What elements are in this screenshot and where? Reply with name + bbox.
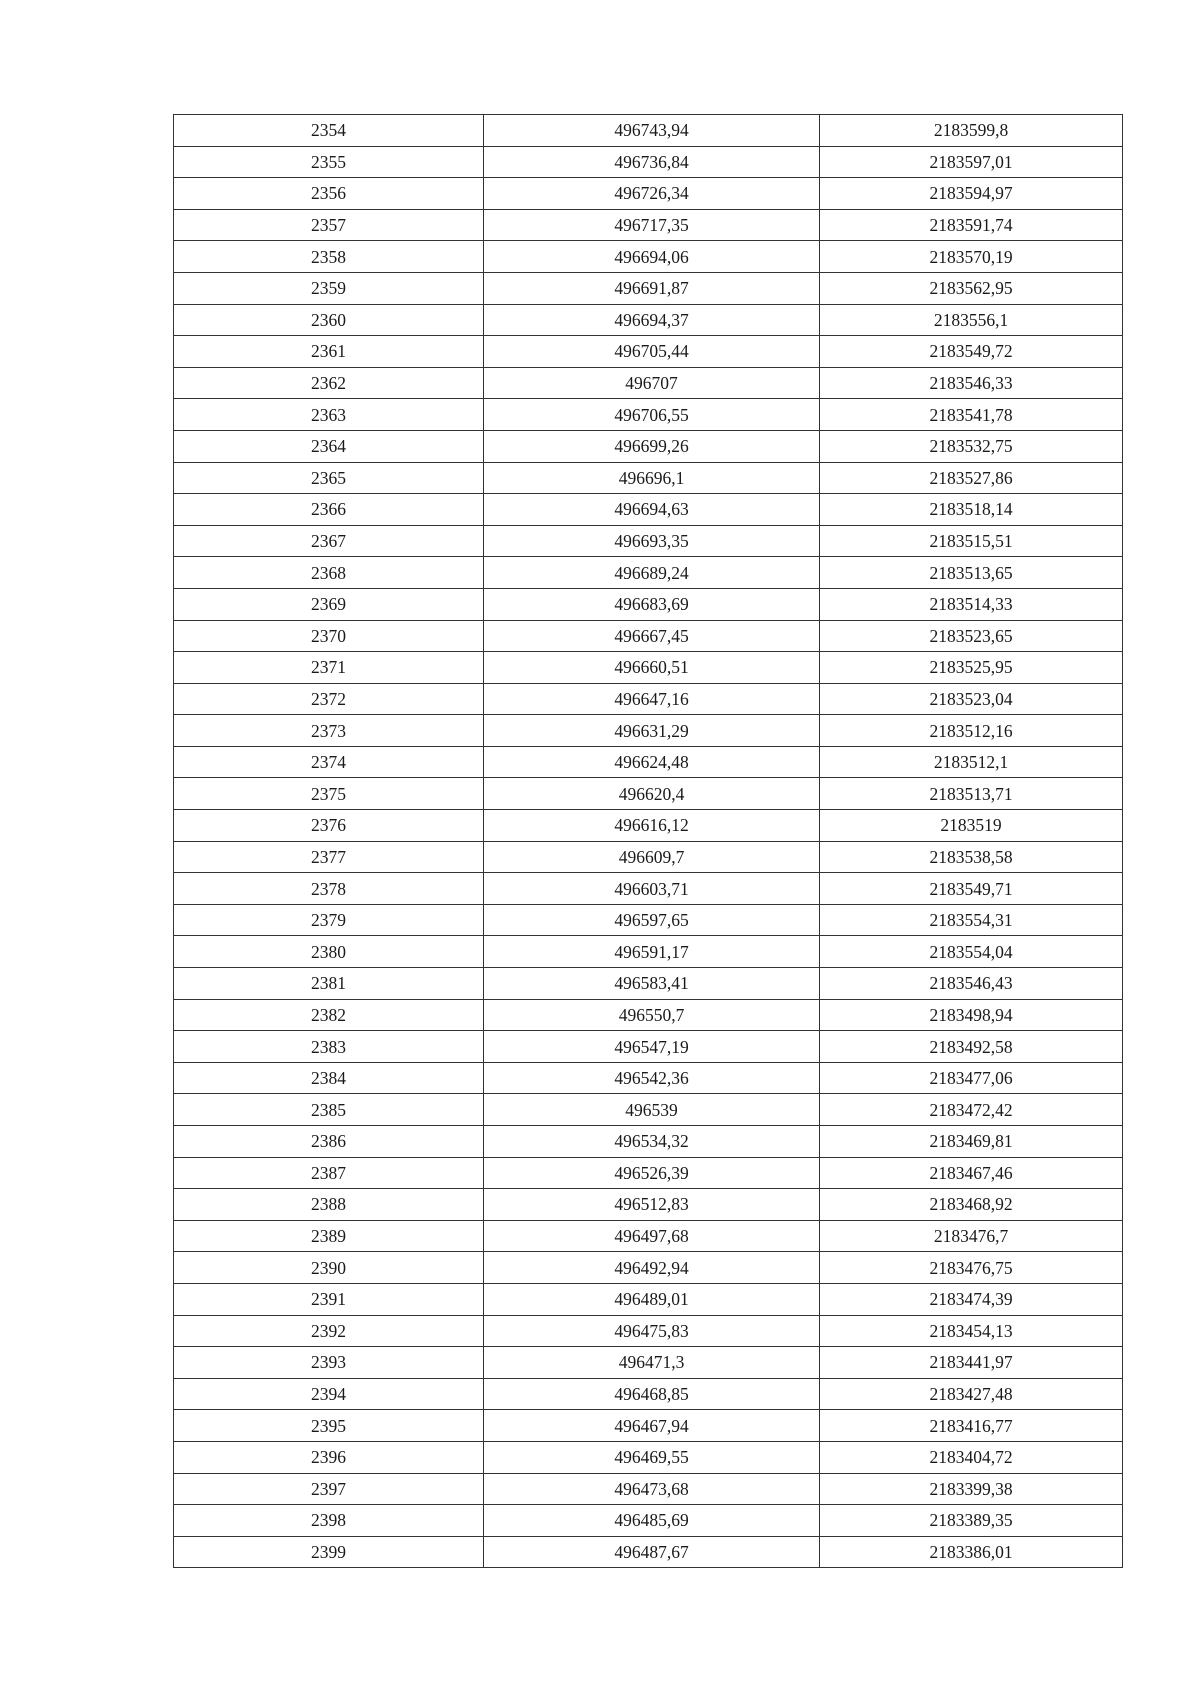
table-row xyxy=(174,1441,1123,1473)
point-number-cell: 2393 xyxy=(174,1347,484,1379)
table-row xyxy=(174,652,1123,684)
point-number-cell: 2397 xyxy=(174,1473,484,1505)
y-coordinate-cell: 2183441,97 xyxy=(820,1347,1123,1379)
table-row xyxy=(174,525,1123,557)
table-row xyxy=(174,272,1123,304)
table-row xyxy=(174,778,1123,810)
x-coordinate-cell: 496487,67 xyxy=(484,1536,820,1568)
point-number-cell: 2364 xyxy=(174,430,484,462)
y-coordinate-cell: 2183389,35 xyxy=(820,1505,1123,1537)
coordinates-table-body xyxy=(174,115,1123,1568)
x-coordinate-cell: 496485,69 xyxy=(484,1505,820,1537)
x-coordinate-cell: 496591,17 xyxy=(484,936,820,968)
y-coordinate-cell: 2183541,78 xyxy=(820,399,1123,431)
y-coordinate-cell: 2183513,71 xyxy=(820,778,1123,810)
table-row xyxy=(174,1220,1123,1252)
table-row xyxy=(174,1473,1123,1505)
table-row xyxy=(174,557,1123,589)
y-coordinate-cell: 2183599,8 xyxy=(820,115,1123,147)
point-number-cell: 2372 xyxy=(174,683,484,715)
x-coordinate-cell: 496469,55 xyxy=(484,1441,820,1473)
x-coordinate-cell: 496660,51 xyxy=(484,652,820,684)
y-coordinate-cell: 2183527,86 xyxy=(820,462,1123,494)
table-row xyxy=(174,115,1123,147)
x-coordinate-cell: 496717,35 xyxy=(484,209,820,241)
x-coordinate-cell: 496696,1 xyxy=(484,462,820,494)
table-row xyxy=(174,620,1123,652)
point-number-cell: 2399 xyxy=(174,1536,484,1568)
x-coordinate-cell: 496631,29 xyxy=(484,715,820,747)
x-coordinate-cell: 496667,45 xyxy=(484,620,820,652)
point-number-cell: 2392 xyxy=(174,1315,484,1347)
y-coordinate-cell: 2183477,06 xyxy=(820,1062,1123,1094)
x-coordinate-cell: 496467,94 xyxy=(484,1410,820,1442)
point-number-cell: 2359 xyxy=(174,272,484,304)
x-coordinate-cell: 496473,68 xyxy=(484,1473,820,1505)
point-number-cell: 2373 xyxy=(174,715,484,747)
point-number-cell: 2381 xyxy=(174,968,484,1000)
table-row xyxy=(174,462,1123,494)
point-number-cell: 2361 xyxy=(174,336,484,368)
point-number-cell: 2356 xyxy=(174,178,484,210)
table-row xyxy=(174,841,1123,873)
table-row xyxy=(174,810,1123,842)
y-coordinate-cell: 2183525,95 xyxy=(820,652,1123,684)
y-coordinate-cell: 2183523,04 xyxy=(820,683,1123,715)
x-coordinate-cell: 496547,19 xyxy=(484,1031,820,1063)
table-row xyxy=(174,1062,1123,1094)
table-row xyxy=(174,430,1123,462)
x-coordinate-cell: 496489,01 xyxy=(484,1283,820,1315)
point-number-cell: 2354 xyxy=(174,115,484,147)
point-number-cell: 2375 xyxy=(174,778,484,810)
x-coordinate-cell: 496583,41 xyxy=(484,968,820,1000)
table-row xyxy=(174,936,1123,968)
point-number-cell: 2394 xyxy=(174,1378,484,1410)
y-coordinate-cell: 2183469,81 xyxy=(820,1126,1123,1158)
x-coordinate-cell: 496689,24 xyxy=(484,557,820,589)
x-coordinate-cell: 496705,44 xyxy=(484,336,820,368)
table-row xyxy=(174,999,1123,1031)
table-row xyxy=(174,494,1123,526)
y-coordinate-cell: 2183570,19 xyxy=(820,241,1123,273)
y-coordinate-cell: 2183404,72 xyxy=(820,1441,1123,1473)
x-coordinate-cell: 496647,16 xyxy=(484,683,820,715)
y-coordinate-cell: 2183546,33 xyxy=(820,367,1123,399)
x-coordinate-cell: 496706,55 xyxy=(484,399,820,431)
y-coordinate-cell: 2183532,75 xyxy=(820,430,1123,462)
table-row xyxy=(174,1505,1123,1537)
table-row xyxy=(174,304,1123,336)
table-row xyxy=(174,1126,1123,1158)
table-row xyxy=(174,336,1123,368)
point-number-cell: 2363 xyxy=(174,399,484,431)
y-coordinate-cell: 2183454,13 xyxy=(820,1315,1123,1347)
y-coordinate-cell: 2183399,38 xyxy=(820,1473,1123,1505)
point-number-cell: 2378 xyxy=(174,873,484,905)
y-coordinate-cell: 2183472,42 xyxy=(820,1094,1123,1126)
coordinates-table xyxy=(173,114,1123,1568)
y-coordinate-cell: 2183515,51 xyxy=(820,525,1123,557)
x-coordinate-cell: 496694,63 xyxy=(484,494,820,526)
x-coordinate-cell: 496603,71 xyxy=(484,873,820,905)
y-coordinate-cell: 2183562,95 xyxy=(820,272,1123,304)
point-number-cell: 2396 xyxy=(174,1441,484,1473)
y-coordinate-cell: 2183549,71 xyxy=(820,873,1123,905)
point-number-cell: 2357 xyxy=(174,209,484,241)
point-number-cell: 2371 xyxy=(174,652,484,684)
x-coordinate-cell: 496620,4 xyxy=(484,778,820,810)
table-row xyxy=(174,1315,1123,1347)
y-coordinate-cell: 2183549,72 xyxy=(820,336,1123,368)
point-number-cell: 2370 xyxy=(174,620,484,652)
x-coordinate-cell: 496693,35 xyxy=(484,525,820,557)
y-coordinate-cell: 2183591,74 xyxy=(820,209,1123,241)
y-coordinate-cell: 2183427,48 xyxy=(820,1378,1123,1410)
y-coordinate-cell: 2183492,58 xyxy=(820,1031,1123,1063)
point-number-cell: 2379 xyxy=(174,904,484,936)
y-coordinate-cell: 2183597,01 xyxy=(820,146,1123,178)
x-coordinate-cell: 496597,65 xyxy=(484,904,820,936)
x-coordinate-cell: 496550,7 xyxy=(484,999,820,1031)
table-row xyxy=(174,241,1123,273)
point-number-cell: 2389 xyxy=(174,1220,484,1252)
table-row xyxy=(174,1094,1123,1126)
x-coordinate-cell: 496707 xyxy=(484,367,820,399)
y-coordinate-cell: 2183467,46 xyxy=(820,1157,1123,1189)
y-coordinate-cell: 2183476,7 xyxy=(820,1220,1123,1252)
point-number-cell: 2355 xyxy=(174,146,484,178)
table-row xyxy=(174,1252,1123,1284)
table-row xyxy=(174,746,1123,778)
table-row xyxy=(174,1031,1123,1063)
table-row xyxy=(174,1410,1123,1442)
point-number-cell: 2382 xyxy=(174,999,484,1031)
point-number-cell: 2376 xyxy=(174,810,484,842)
point-number-cell: 2384 xyxy=(174,1062,484,1094)
point-number-cell: 2374 xyxy=(174,746,484,778)
point-number-cell: 2395 xyxy=(174,1410,484,1442)
y-coordinate-cell: 2183538,58 xyxy=(820,841,1123,873)
y-coordinate-cell: 2183468,92 xyxy=(820,1189,1123,1221)
point-number-cell: 2368 xyxy=(174,557,484,589)
y-coordinate-cell: 2183554,04 xyxy=(820,936,1123,968)
x-coordinate-cell: 496726,34 xyxy=(484,178,820,210)
point-number-cell: 2386 xyxy=(174,1126,484,1158)
point-number-cell: 2390 xyxy=(174,1252,484,1284)
x-coordinate-cell: 496539 xyxy=(484,1094,820,1126)
point-number-cell: 2360 xyxy=(174,304,484,336)
x-coordinate-cell: 496534,32 xyxy=(484,1126,820,1158)
table-row xyxy=(174,146,1123,178)
x-coordinate-cell: 496694,37 xyxy=(484,304,820,336)
y-coordinate-cell: 2183556,1 xyxy=(820,304,1123,336)
x-coordinate-cell: 496694,06 xyxy=(484,241,820,273)
x-coordinate-cell: 496468,85 xyxy=(484,1378,820,1410)
point-number-cell: 2377 xyxy=(174,841,484,873)
table-row xyxy=(174,968,1123,1000)
y-coordinate-cell: 2183416,77 xyxy=(820,1410,1123,1442)
point-number-cell: 2385 xyxy=(174,1094,484,1126)
table-row xyxy=(174,367,1123,399)
table-row xyxy=(174,715,1123,747)
point-number-cell: 2365 xyxy=(174,462,484,494)
y-coordinate-cell: 2183518,14 xyxy=(820,494,1123,526)
x-coordinate-cell: 496616,12 xyxy=(484,810,820,842)
point-number-cell: 2398 xyxy=(174,1505,484,1537)
table-row xyxy=(174,399,1123,431)
y-coordinate-cell: 2183513,65 xyxy=(820,557,1123,589)
table-row xyxy=(174,1347,1123,1379)
x-coordinate-cell: 496471,3 xyxy=(484,1347,820,1379)
x-coordinate-cell: 496497,68 xyxy=(484,1220,820,1252)
table-row xyxy=(174,1378,1123,1410)
table-row xyxy=(174,904,1123,936)
table-row xyxy=(174,1283,1123,1315)
point-number-cell: 2367 xyxy=(174,525,484,557)
point-number-cell: 2391 xyxy=(174,1283,484,1315)
x-coordinate-cell: 496512,83 xyxy=(484,1189,820,1221)
y-coordinate-cell: 2183512,16 xyxy=(820,715,1123,747)
y-coordinate-cell: 2183594,97 xyxy=(820,178,1123,210)
x-coordinate-cell: 496683,69 xyxy=(484,588,820,620)
point-number-cell: 2362 xyxy=(174,367,484,399)
point-number-cell: 2358 xyxy=(174,241,484,273)
point-number-cell: 2366 xyxy=(174,494,484,526)
x-coordinate-cell: 496609,7 xyxy=(484,841,820,873)
point-number-cell: 2369 xyxy=(174,588,484,620)
table-row xyxy=(174,209,1123,241)
table-row xyxy=(174,683,1123,715)
y-coordinate-cell: 2183523,65 xyxy=(820,620,1123,652)
x-coordinate-cell: 496542,36 xyxy=(484,1062,820,1094)
x-coordinate-cell: 496691,87 xyxy=(484,272,820,304)
point-number-cell: 2380 xyxy=(174,936,484,968)
y-coordinate-cell: 2183512,1 xyxy=(820,746,1123,778)
table-row xyxy=(174,178,1123,210)
x-coordinate-cell: 496492,94 xyxy=(484,1252,820,1284)
y-coordinate-cell: 2183498,94 xyxy=(820,999,1123,1031)
y-coordinate-cell: 2183519 xyxy=(820,810,1123,842)
x-coordinate-cell: 496624,48 xyxy=(484,746,820,778)
table-row xyxy=(174,1157,1123,1189)
table-row xyxy=(174,873,1123,905)
y-coordinate-cell: 2183386,01 xyxy=(820,1536,1123,1568)
y-coordinate-cell: 2183474,39 xyxy=(820,1283,1123,1315)
y-coordinate-cell: 2183554,31 xyxy=(820,904,1123,936)
x-coordinate-cell: 496736,84 xyxy=(484,146,820,178)
point-number-cell: 2383 xyxy=(174,1031,484,1063)
x-coordinate-cell: 496526,39 xyxy=(484,1157,820,1189)
x-coordinate-cell: 496699,26 xyxy=(484,430,820,462)
y-coordinate-cell: 2183546,43 xyxy=(820,968,1123,1000)
x-coordinate-cell: 496743,94 xyxy=(484,115,820,147)
point-number-cell: 2388 xyxy=(174,1189,484,1221)
table-row xyxy=(174,1189,1123,1221)
y-coordinate-cell: 2183476,75 xyxy=(820,1252,1123,1284)
point-number-cell: 2387 xyxy=(174,1157,484,1189)
x-coordinate-cell: 496475,83 xyxy=(484,1315,820,1347)
table-row xyxy=(174,1536,1123,1568)
y-coordinate-cell: 2183514,33 xyxy=(820,588,1123,620)
table-row xyxy=(174,588,1123,620)
